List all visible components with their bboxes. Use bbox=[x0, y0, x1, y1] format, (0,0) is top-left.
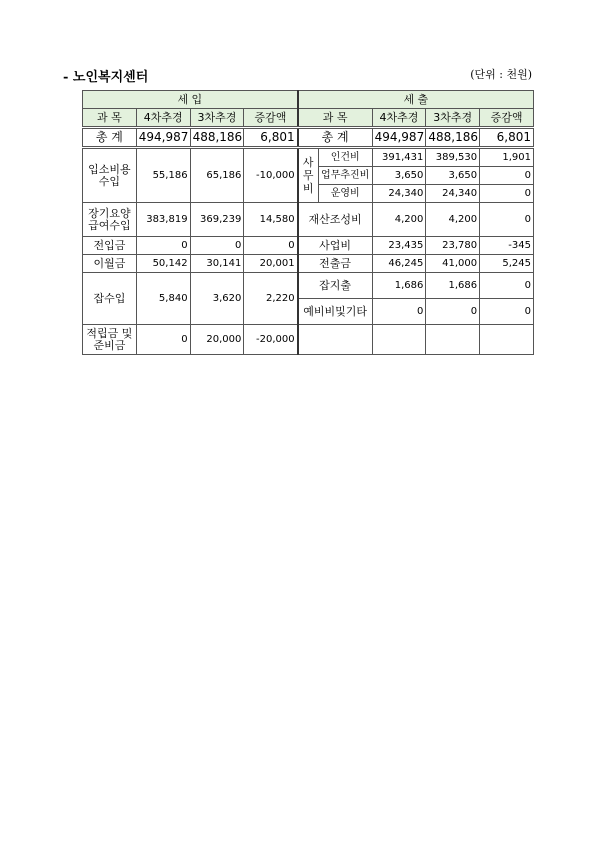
income-item-diff: 2,220 bbox=[244, 273, 298, 325]
expense-item-name: 재산조성비 bbox=[298, 203, 372, 237]
expense-item-rev3: 4,200 bbox=[426, 203, 480, 237]
expense-item-diff: 1,901 bbox=[480, 148, 534, 167]
unit-label: (단위 : 천원) bbox=[470, 68, 532, 81]
office-expense-group-label: 사 무 비 bbox=[298, 148, 319, 203]
income-item-diff: -20,000 bbox=[244, 325, 298, 355]
income-item-rev4: 383,819 bbox=[136, 203, 190, 237]
empty-cell bbox=[372, 325, 426, 355]
expense-item-rev3: 3,650 bbox=[426, 167, 480, 185]
income-item-rev4: 55,186 bbox=[136, 148, 190, 203]
table-row bbox=[83, 273, 534, 299]
expense-item-rev3: 389,530 bbox=[426, 148, 480, 167]
expense-item-name: 사업비 bbox=[298, 237, 372, 255]
empty-cell bbox=[480, 325, 534, 355]
expense-item-rev3: 24,340 bbox=[426, 185, 480, 203]
table-row bbox=[83, 325, 534, 355]
expense-item-rev4: 46,245 bbox=[372, 255, 426, 273]
income-item-diff: 20,001 bbox=[244, 255, 298, 273]
empty-cell bbox=[298, 325, 372, 355]
income-item-rev3: 3,620 bbox=[190, 273, 244, 325]
income-item-name: 장기요양 급여수입 bbox=[83, 203, 137, 237]
income-item-diff: 0 bbox=[244, 237, 298, 255]
income-total-rev3: 488,186 bbox=[190, 128, 244, 148]
table-row bbox=[83, 203, 534, 237]
income-total-label: 총 계 bbox=[83, 128, 137, 148]
expense-item-rev3: 23,780 bbox=[426, 237, 480, 255]
expense-item-rev3: 41,000 bbox=[426, 255, 480, 273]
expense-item-rev4: 3,650 bbox=[372, 167, 426, 185]
totals-row bbox=[83, 128, 534, 148]
expense-item-diff: -345 bbox=[480, 237, 534, 255]
expense-item-name: 인건비 bbox=[318, 148, 372, 167]
expense-total-label: 총 계 bbox=[298, 128, 372, 148]
budget-table bbox=[82, 90, 534, 355]
table-row bbox=[83, 237, 534, 255]
expense-item-rev4: 1,686 bbox=[372, 273, 426, 299]
expense-total-diff: 6,801 bbox=[480, 128, 534, 148]
income-item-name: 이월금 bbox=[83, 255, 137, 273]
expense-item-rev4: 24,340 bbox=[372, 185, 426, 203]
income-total-rev4: 494,987 bbox=[136, 128, 190, 148]
expense-item-rev4: 23,435 bbox=[372, 237, 426, 255]
expense-item-name: 예비비및기타 bbox=[298, 299, 372, 325]
expense-item-name: 운영비 bbox=[318, 185, 372, 203]
expense-total-rev3: 488,186 bbox=[426, 128, 480, 148]
header-row-columns bbox=[83, 109, 534, 128]
expense-item-diff: 0 bbox=[480, 185, 534, 203]
header-row-section bbox=[83, 91, 534, 109]
income-rev3-header: 3차추경 bbox=[190, 109, 244, 128]
expense-item-rev3: 0 bbox=[426, 299, 480, 325]
expense-rev4-header: 4차추경 bbox=[372, 109, 426, 128]
income-item-rev3: 20,000 bbox=[190, 325, 244, 355]
empty-cell bbox=[426, 325, 480, 355]
income-diff-header: 증감액 bbox=[244, 109, 298, 128]
expense-item-diff: 0 bbox=[480, 167, 534, 185]
expense-item-name: 잡지출 bbox=[298, 273, 372, 299]
income-item-name: 입소비용 수입 bbox=[83, 148, 137, 203]
income-header: 세 입 bbox=[83, 91, 298, 109]
income-item-diff: -10,000 bbox=[244, 148, 298, 203]
income-item-name: 전입금 bbox=[83, 237, 137, 255]
income-item-rev3: 0 bbox=[190, 237, 244, 255]
expense-item-rev4: 0 bbox=[372, 299, 426, 325]
table-row bbox=[83, 148, 534, 167]
expense-item-diff: 5,245 bbox=[480, 255, 534, 273]
income-item-rev3: 65,186 bbox=[190, 148, 244, 203]
income-item-name: 잡수입 bbox=[83, 273, 137, 325]
expense-diff-header: 증감액 bbox=[480, 109, 534, 128]
income-item-diff: 14,580 bbox=[244, 203, 298, 237]
section-title: - 노인복지센터 bbox=[63, 70, 149, 85]
expense-item-rev4: 4,200 bbox=[372, 203, 426, 237]
income-subject-header: 과 목 bbox=[83, 109, 137, 128]
expense-header: 세 출 bbox=[298, 91, 534, 109]
table-row bbox=[83, 255, 534, 273]
expense-item-name: 전출금 bbox=[298, 255, 372, 273]
income-item-rev4: 0 bbox=[136, 325, 190, 355]
expense-total-rev4: 494,987 bbox=[372, 128, 426, 148]
income-rev4-header: 4차추경 bbox=[136, 109, 190, 128]
income-item-rev3: 30,141 bbox=[190, 255, 244, 273]
income-item-name: 적립금 및 준비금 bbox=[83, 325, 137, 355]
expense-rev3-header: 3차추경 bbox=[426, 109, 480, 128]
expense-item-rev3: 1,686 bbox=[426, 273, 480, 299]
expense-subject-header: 과 목 bbox=[298, 109, 372, 128]
expense-item-diff: 0 bbox=[480, 203, 534, 237]
income-item-rev3: 369,239 bbox=[190, 203, 244, 237]
income-item-rev4: 0 bbox=[136, 237, 190, 255]
expense-item-name: 업무추진비 bbox=[318, 167, 372, 185]
income-item-rev4: 50,142 bbox=[136, 255, 190, 273]
expense-item-rev4: 391,431 bbox=[372, 148, 426, 167]
expense-item-diff: 0 bbox=[480, 273, 534, 299]
income-total-diff: 6,801 bbox=[244, 128, 298, 148]
expense-item-diff: 0 bbox=[480, 299, 534, 325]
income-item-rev4: 5,840 bbox=[136, 273, 190, 325]
